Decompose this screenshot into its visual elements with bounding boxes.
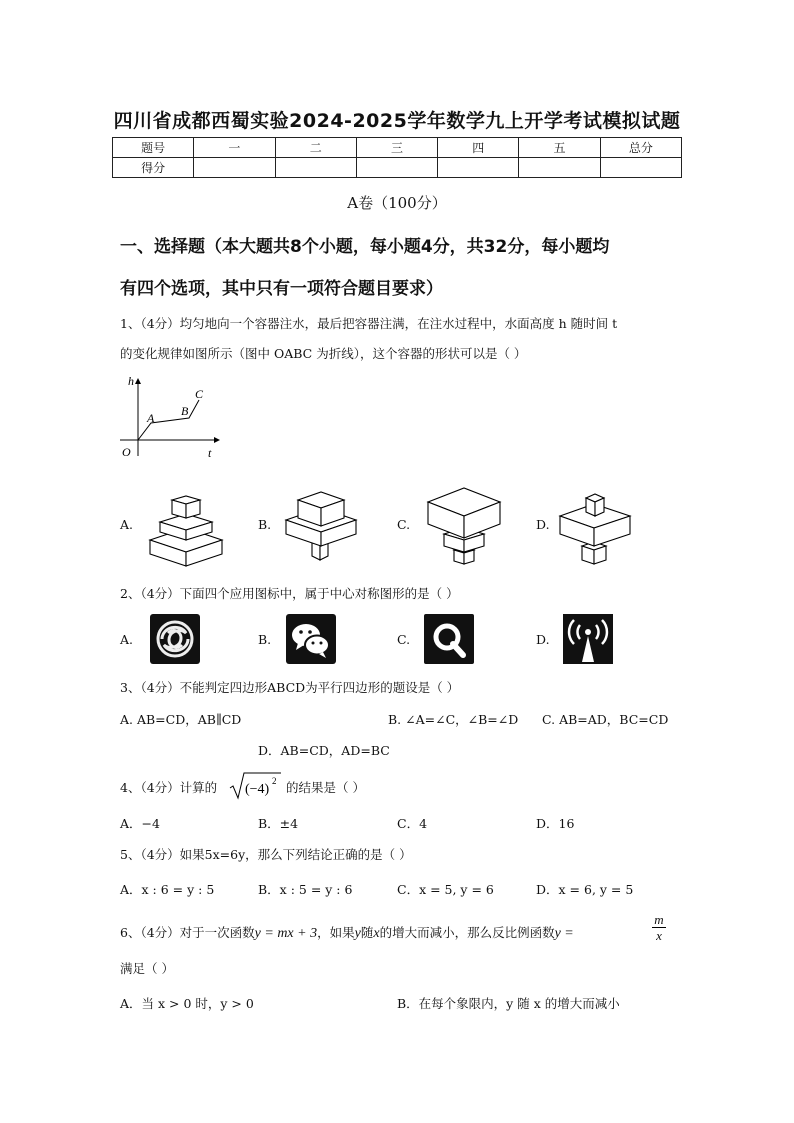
q1-shape-d	[556, 488, 636, 570]
header-cell: 四	[438, 138, 519, 158]
q3-option-a: A. AB=CD，AB∥CD	[120, 712, 242, 727]
q4-radical	[229, 770, 283, 800]
q4-suffix: 的结果是（ ）	[286, 780, 365, 795]
q6-var-y: y	[354, 926, 361, 941]
page-title: 四川省成都西蜀实验2024-2025学年数学九上开学考试模拟试题	[113, 110, 681, 132]
q6-inverse-fraction	[652, 912, 666, 943]
t-axis-arrow	[214, 437, 220, 443]
wechat-icon	[286, 614, 336, 664]
header-cell: 二	[275, 138, 356, 158]
score-table-header-row	[113, 138, 682, 158]
q1-option-d-label: D.	[536, 517, 550, 532]
q4-option-a: A．−4	[120, 816, 160, 831]
row-label-cell: 得分	[113, 158, 194, 178]
search-q-icon	[424, 614, 474, 664]
q1-shape-c	[424, 484, 504, 568]
q2-text: 2、（4分）下面四个应用图标中，属于中心对称图形的是（ ）	[120, 586, 459, 601]
q4-prefix: 4、（4分）计算的	[120, 780, 218, 795]
q5-text: 5、（4分）如果5x=6y，那么下列结论正确的是（ ）	[120, 847, 412, 862]
q6-inverse-lhs: y =	[554, 926, 574, 941]
q6-var-x: x	[373, 926, 380, 941]
q1-line1: 1、（4分）均匀地向一个容器注水，最后把容器注满，在注水过程中，水面高度 h 随时间 t	[120, 316, 618, 331]
q4-option-b: B．±4	[258, 816, 299, 831]
header-cell: 题号	[113, 138, 194, 158]
swirl-logo-icon	[150, 614, 200, 664]
a-label: A	[147, 411, 155, 425]
q1-option-c-label: C.	[397, 517, 411, 532]
q5-option-c: C．x = 5, y = 6	[397, 882, 494, 897]
c-label: C	[195, 387, 204, 401]
q6-linear-function: y = mx + 3	[254, 926, 318, 941]
h-label: h	[128, 374, 134, 388]
radicand: (−4)	[245, 782, 270, 797]
q6-mid: ，如果	[317, 925, 355, 940]
h-axis-arrow	[135, 378, 141, 384]
section1-heading-line2: 有四个选项，其中只有一项符合题目要求）	[120, 279, 443, 299]
q4-option-d: D．16	[536, 816, 575, 831]
q1-shape-a	[148, 488, 224, 568]
q3-option-b: B. ∠A=∠C，∠B=∠D	[388, 712, 519, 727]
q1-option-a-label: A.	[120, 517, 134, 532]
q1-shape-b	[282, 486, 360, 566]
radicand-exponent: 2	[272, 776, 277, 786]
score-cell	[600, 158, 681, 178]
score-cell	[356, 158, 437, 178]
score-table-score-row	[113, 158, 682, 178]
header-cell: 一	[194, 138, 275, 158]
q2-option-c-label: C.	[397, 632, 411, 647]
q5-option-d: D．x = 6, y = 5	[536, 882, 634, 897]
q6-mid3: 的增大而减小，那么反比例函数	[379, 925, 555, 940]
q6-fraction-denominator: x	[656, 928, 662, 943]
q6-mid2: 随	[360, 925, 374, 940]
q1-option-b-label: B.	[258, 517, 272, 532]
q3-text: 3、（4分）不能判定四边形ABCD为平行四边形的题设是（ ）	[120, 680, 460, 695]
q5-option-b: B．x : 5 = y : 6	[258, 882, 353, 897]
q3-option-c: C. AB=AD，BC=CD	[542, 712, 669, 727]
q6-fraction-numerator: m	[652, 912, 666, 928]
score-table	[112, 137, 682, 178]
header-cell: 五	[519, 138, 600, 158]
q2-option-a-label: A.	[120, 632, 134, 647]
q1-graph	[114, 370, 224, 462]
q5-option-a: A．x : 6 = y : 5	[120, 882, 215, 897]
q6-option-b: B．在每个象限内，y 随 x 的增大而减小	[397, 996, 620, 1011]
score-cell	[194, 158, 275, 178]
q1-line2: 的变化规律如图所示（图中 OABC 为折线），这个容器的形状可以是（ ）	[120, 346, 527, 361]
q6-line1	[120, 923, 574, 942]
score-cell	[519, 158, 600, 178]
q6-option-a: A．当 x > 0 时，y > 0	[120, 996, 254, 1011]
o-label: O	[122, 445, 131, 459]
q6-prefix: 6、（4分）对于一次函数	[120, 925, 255, 940]
header-cell: 三	[356, 138, 437, 158]
q2-option-b-label: B.	[258, 632, 272, 647]
b-label: B	[181, 404, 189, 418]
section1-heading-line1: 一、选择题（本大题共8个小题，每小题4分，共32分，每小题均	[120, 237, 610, 257]
q2-option-d-label: D.	[536, 632, 550, 647]
section-a-heading: A卷（100分）	[347, 194, 447, 212]
score-cell	[438, 158, 519, 178]
header-cell: 总分	[600, 138, 681, 158]
q4-option-c: C．4	[397, 816, 428, 831]
t-label: t	[208, 446, 212, 460]
wireless-broadcast-icon	[563, 614, 613, 664]
score-cell	[275, 158, 356, 178]
q6-line2: 满足（ ）	[120, 961, 174, 976]
q3-option-d: D．AB=CD，AD=BC	[258, 743, 390, 758]
